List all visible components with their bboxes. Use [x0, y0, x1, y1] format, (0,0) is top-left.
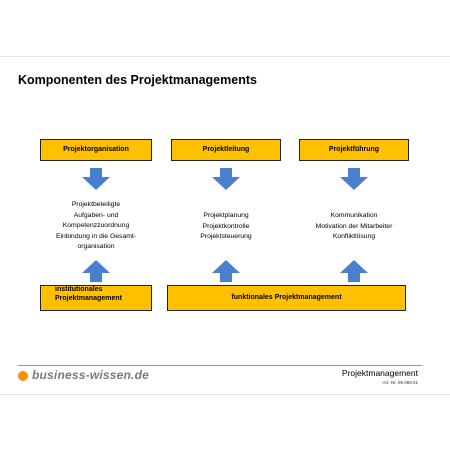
header-box-projektfuehrung	[299, 139, 409, 161]
institutional-management-box	[40, 285, 152, 311]
institutional-label-line: Projektmanagement	[55, 294, 122, 302]
description-projektfuehrung	[304, 211, 404, 243]
footer-title: Projektmanagement	[341, 368, 418, 378]
description-line: Konfliktlösung	[332, 233, 376, 240]
arrow-down-icon	[212, 168, 240, 190]
header-label: Projektorganisation	[63, 145, 129, 153]
description-line: Aufgaben- und	[73, 211, 119, 219]
description-projektorganisation	[46, 200, 146, 253]
description-line: Kommunikation	[330, 212, 378, 219]
arrow-down-icon	[82, 168, 110, 190]
description-projektleitung	[176, 211, 276, 243]
article-number: Art.-Nr. 99.989.01	[382, 380, 418, 385]
description-line: organisation	[77, 243, 115, 250]
logo-dot-icon	[18, 371, 28, 381]
functional-label: funktionales Projektmanagement	[231, 293, 342, 301]
description-line: Einbindung in die Gesamt-	[55, 232, 137, 240]
description-line: Motivation der Mitarbeiter	[315, 222, 393, 230]
arrow-up-icon	[82, 260, 110, 282]
description-line: Projektbeteiligte	[71, 201, 121, 208]
description-line: Projektkontrolle	[202, 222, 250, 230]
arrow-down-icon	[340, 168, 368, 190]
footer-divider	[18, 365, 422, 366]
header-label: Projektleitung	[202, 145, 250, 153]
logo: business-wissen.de	[32, 368, 149, 382]
description-line: Kompetenzzuordnung	[62, 222, 130, 229]
header-box-projektleitung	[171, 139, 281, 161]
functional-management-box	[167, 285, 406, 311]
arrow-up-icon	[212, 260, 240, 282]
header-label: Projektführung	[328, 145, 380, 153]
arrow-up-icon	[340, 260, 368, 282]
description-line: Projektsteuerung	[200, 233, 252, 240]
header-box-projektorganisation	[40, 139, 152, 161]
institutional-label-line: institutionales	[55, 286, 103, 293]
description-line: Projektplanung	[203, 212, 249, 219]
page-title: Komponenten des Projektmanagements	[18, 73, 257, 87]
